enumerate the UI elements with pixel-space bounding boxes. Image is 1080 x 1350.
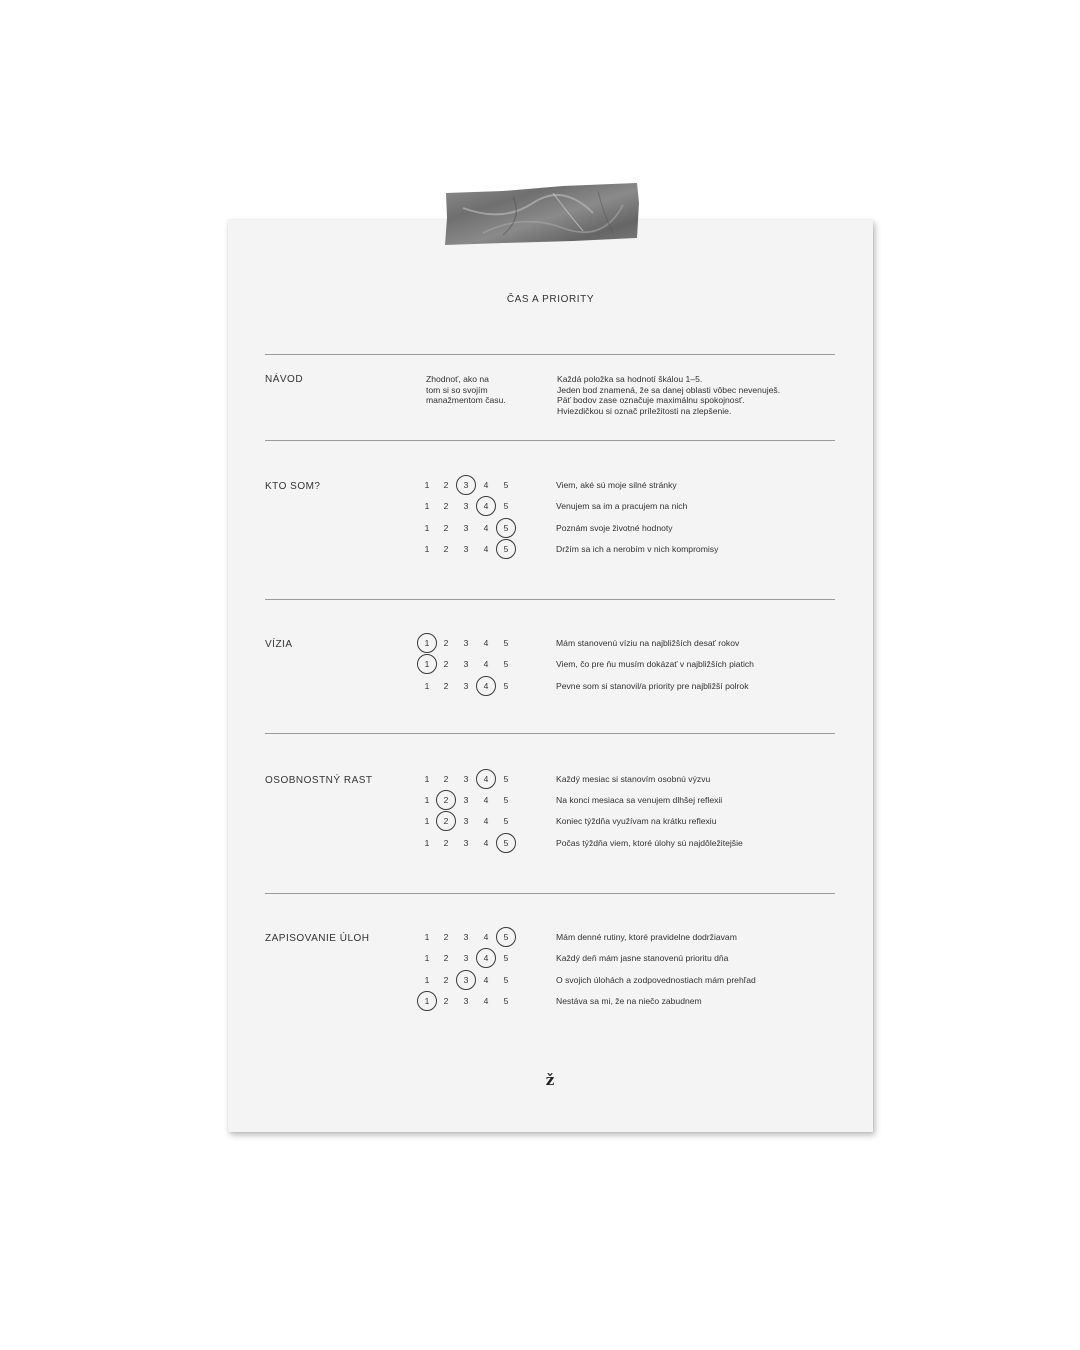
rating-option[interactable]: 3: [463, 953, 469, 963]
rating-option[interactable]: 2: [443, 953, 449, 963]
statement-text: Držím sa ich a nerobím v nich kompromisy: [556, 544, 719, 554]
rating-option[interactable]: 5: [503, 480, 509, 490]
rating-option[interactable]: 5: [503, 953, 509, 963]
rating-option[interactable]: 5: [503, 638, 509, 648]
rating-option[interactable]: 2: [443, 774, 449, 784]
rating-option[interactable]: 2: [443, 480, 449, 490]
rating-option-selected[interactable]: 1: [417, 654, 437, 674]
statement-text: Každý mesiac si stanovím osobnú výzvu: [556, 774, 711, 784]
divider: [265, 599, 835, 600]
rating-option[interactable]: 5: [503, 975, 509, 985]
rating-option[interactable]: 4: [483, 932, 489, 942]
rating-option-selected[interactable]: 5: [496, 927, 516, 947]
rating-option[interactable]: 3: [463, 681, 469, 691]
rating-row: [228, 496, 873, 516]
rating-option[interactable]: 1: [424, 953, 430, 963]
rating-option-selected[interactable]: 1: [417, 991, 437, 1011]
section-label: KTO SOM?: [265, 481, 321, 492]
section-label: OSOBNOSTNÝ RAST: [265, 775, 373, 786]
rating-option[interactable]: 2: [443, 838, 449, 848]
rating-option[interactable]: 3: [463, 501, 469, 511]
rating-option-selected[interactable]: 3: [456, 475, 476, 495]
statement-text: Mám denné rutiny, ktoré pravidelne dodržiavam: [556, 932, 737, 942]
rating-option[interactable]: 2: [443, 659, 449, 669]
intro-instructions: Každá položka sa hodnotí škálou 1–5. Jeden bod znamená, že sa danej oblasti vôbec nevenuješ. Päť bodov zase označuje maximálnu spokojnosť. Hviezdičkou si označ príležitosti na zlepšenie.: [557, 374, 781, 416]
rating-option[interactable]: 2: [443, 996, 449, 1006]
statement-text: O svojich úlohách a zodpovednostiach mám prehľad: [556, 975, 756, 985]
statement-text: Nestáva sa mi, že na niečo zabudnem: [556, 996, 702, 1006]
rating-option[interactable]: 1: [424, 795, 430, 805]
rating-option[interactable]: 5: [503, 681, 509, 691]
rating-row: [228, 833, 873, 853]
statement-text: Každý deň mám jasne stanovenú prioritu dňa: [556, 953, 729, 963]
rating-option[interactable]: 1: [424, 932, 430, 942]
rating-option-selected[interactable]: 4: [476, 496, 496, 516]
rating-option[interactable]: 5: [503, 795, 509, 805]
rating-option[interactable]: 1: [424, 975, 430, 985]
rating-option[interactable]: 2: [443, 975, 449, 985]
rating-option[interactable]: 3: [463, 795, 469, 805]
rating-option[interactable]: 3: [463, 523, 469, 533]
rating-option-selected[interactable]: 5: [496, 833, 516, 853]
statement-text: Viem, čo pre ňu musím dokázať v najbližších piatich: [556, 659, 754, 669]
rating-option-selected[interactable]: 3: [456, 970, 476, 990]
rating-option[interactable]: 3: [463, 932, 469, 942]
statement-text: Pevne som si stanovil/a priority pre najbližší polrok: [556, 681, 749, 691]
rating-option[interactable]: 2: [443, 523, 449, 533]
rating-row: [228, 633, 873, 653]
statement-text: Na konci mesiaca sa venujem dlhšej reflexii: [556, 795, 723, 805]
rating-option[interactable]: 3: [463, 659, 469, 669]
rating-option[interactable]: 3: [463, 996, 469, 1006]
section-label: ZAPISOVANIE ÚLOH: [265, 933, 370, 944]
rating-row: [228, 790, 873, 810]
rating-option[interactable]: 3: [463, 774, 469, 784]
rating-row: [228, 970, 873, 990]
intro-label: NÁVOD: [265, 374, 304, 385]
rating-option[interactable]: 3: [463, 638, 469, 648]
rating-row: [228, 948, 873, 968]
worksheet-sheet: [228, 220, 873, 1132]
rating-option[interactable]: 4: [483, 638, 489, 648]
rating-option-selected[interactable]: 2: [436, 790, 456, 810]
rating-row: [228, 676, 873, 696]
rating-option[interactable]: 5: [503, 816, 509, 826]
rating-row: [228, 475, 873, 495]
rating-option[interactable]: 1: [424, 774, 430, 784]
divider: [265, 893, 835, 894]
rating-option[interactable]: 1: [424, 816, 430, 826]
divider: [265, 733, 835, 734]
rating-option-selected[interactable]: 5: [496, 539, 516, 559]
statement-text: Mám stanovenú víziu na najbližších desať rokov: [556, 638, 740, 648]
rating-row: [228, 769, 873, 789]
rating-option[interactable]: 1: [424, 838, 430, 848]
rating-option[interactable]: 4: [483, 480, 489, 490]
rating-option[interactable]: 4: [483, 659, 489, 669]
rating-row: [228, 811, 873, 831]
rating-option[interactable]: 4: [483, 975, 489, 985]
rating-option[interactable]: 1: [424, 480, 430, 490]
page-title: ČAS A PRIORITY: [506, 294, 595, 305]
rating-option[interactable]: 3: [463, 544, 469, 554]
rating-option[interactable]: 3: [463, 838, 469, 848]
rating-option[interactable]: 4: [483, 838, 489, 848]
rating-option[interactable]: 5: [503, 996, 509, 1006]
rating-option[interactable]: 4: [483, 544, 489, 554]
section-label: VÍZIA: [265, 639, 293, 650]
rating-option[interactable]: 2: [443, 638, 449, 648]
rating-option[interactable]: 4: [483, 795, 489, 805]
rating-option-selected[interactable]: 4: [476, 948, 496, 968]
rating-option[interactable]: 1: [424, 501, 430, 511]
tape-strip: [443, 183, 641, 245]
rating-row: [228, 539, 873, 559]
statement-text: Viem, aké sú moje silné stránky: [556, 480, 677, 490]
rating-option[interactable]: 3: [463, 816, 469, 826]
rating-option[interactable]: 4: [483, 523, 489, 533]
statement-text: Venujem sa im a pracujem na nich: [556, 501, 688, 511]
brand-logo: ž: [545, 1071, 555, 1089]
rating-option[interactable]: 2: [443, 501, 449, 511]
rating-option-selected[interactable]: 2: [436, 811, 456, 831]
rating-option[interactable]: 2: [443, 932, 449, 942]
rating-row: [228, 518, 873, 538]
intro-middle-text: Zhodnoť, ako na tom si so svojím manažmentom času.: [426, 374, 506, 406]
rating-option[interactable]: 1: [424, 681, 430, 691]
rating-option-selected[interactable]: 1: [417, 633, 437, 653]
rating-option-selected[interactable]: 4: [476, 769, 496, 789]
rating-option[interactable]: 4: [483, 816, 489, 826]
rating-option[interactable]: 5: [503, 774, 509, 784]
statement-text: Poznám svoje životné hodnoty: [556, 523, 673, 533]
rating-row: [228, 991, 873, 1011]
rating-option[interactable]: 5: [503, 501, 509, 511]
divider: [265, 440, 835, 441]
rating-option[interactable]: 5: [503, 659, 509, 669]
rating-option-selected[interactable]: 5: [496, 518, 516, 538]
divider: [265, 354, 835, 355]
rating-option[interactable]: 1: [424, 544, 430, 554]
statement-text: Koniec týždňa využívam na krátku reflexiu: [556, 816, 717, 826]
rating-option[interactable]: 2: [443, 681, 449, 691]
rating-row: [228, 927, 873, 947]
statement-text: Počas týždňa viem, ktoré úlohy sú najdôležitejšie: [556, 838, 743, 848]
rating-option[interactable]: 4: [483, 996, 489, 1006]
rating-option-selected[interactable]: 4: [476, 676, 496, 696]
rating-option[interactable]: 2: [443, 544, 449, 554]
rating-row: [228, 654, 873, 674]
rating-option[interactable]: 1: [424, 523, 430, 533]
